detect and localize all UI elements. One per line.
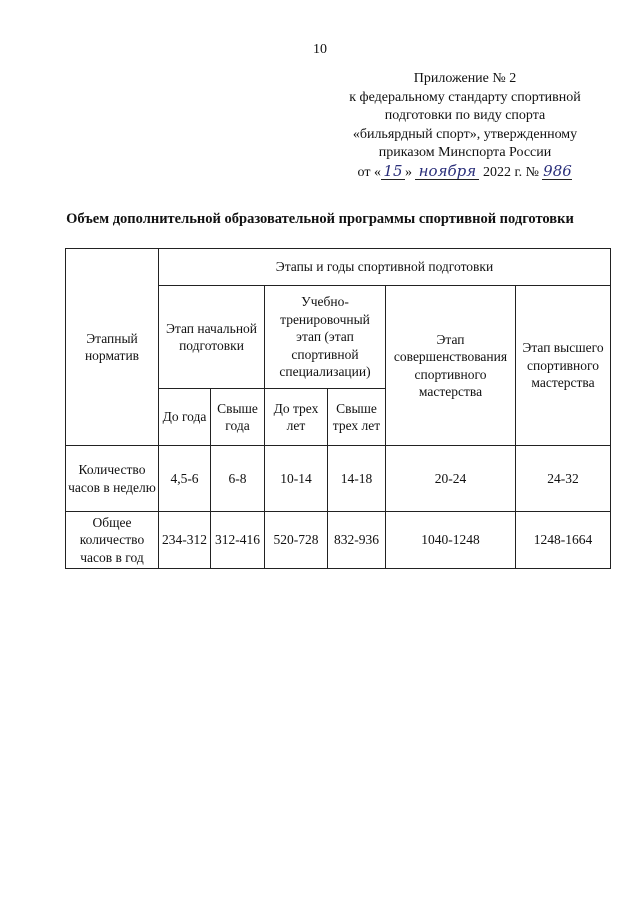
header-stage-training: Учебно-тренировочный этап (этап спортивной специализации) — [265, 286, 386, 389]
table-cell: 10-14 — [265, 446, 328, 512]
date-year: 2022 г. № — [482, 164, 539, 180]
table-cell: 6-8 — [211, 446, 265, 512]
row-label: Общее количество часов в год — [66, 512, 159, 569]
table-row-yearly-hours — [66, 512, 611, 569]
header-normative: Этапный норматив — [66, 249, 159, 446]
date-mid: » — [404, 164, 412, 180]
table-cell: 4,5-6 — [159, 446, 211, 512]
header-stage-higher: Этап высшего спортивного мастерства — [516, 286, 611, 446]
appendix-line-2: к федеральному стандарту спортивной — [349, 89, 581, 105]
appendix-line-5: приказом Минспорта России — [378, 145, 552, 160]
appendix-line-4: «бильярдный спорт», утвержденному — [352, 126, 578, 142]
date-month-handwritten: ноября — [415, 163, 479, 180]
subheader-initial-1: До года — [159, 389, 211, 446]
appendix-block — [330, 70, 600, 182]
appendix-line-3: подготовки по виду спорта — [384, 108, 546, 123]
document-title: Объем дополнительной образовательной программы спортивной подготовки — [66, 211, 574, 227]
header-stage-improvement: Этап совершенствования спортивного мастерства — [386, 286, 516, 446]
program-volume-table — [65, 248, 611, 569]
order-number-handwritten: 986 — [543, 161, 572, 180]
date-day-handwritten: 15 — [381, 163, 405, 180]
table-cell: 1248-1664 — [516, 512, 611, 569]
appendix-line-1: Приложение № 2 — [413, 71, 517, 86]
date-prefix: от « — [357, 164, 381, 180]
table-cell: 520-728 — [265, 512, 328, 569]
table-row-weekly-hours — [66, 446, 611, 512]
table-cell: 832-936 — [328, 512, 386, 569]
table-cell: 234-312 — [159, 512, 211, 569]
table-cell: 1040-1248 — [386, 512, 516, 569]
row-label: Количество часов в неделю — [66, 446, 159, 512]
table-cell: 24-32 — [516, 446, 611, 512]
subheader-training-1: До трех лет — [265, 389, 328, 446]
page-number: 10 — [313, 42, 327, 57]
table-cell: 20-24 — [386, 446, 516, 512]
table-cell: 312-416 — [211, 512, 265, 569]
header-stages-group: Этапы и годы спортивной подготовки — [159, 249, 611, 286]
table-cell: 14-18 — [328, 446, 386, 512]
header-stage-initial: Этап начальной подготовки — [159, 286, 265, 389]
subheader-initial-2: Свыше года — [211, 389, 265, 446]
appendix-date-line — [330, 163, 600, 183]
subheader-training-2: Свыше трех лет — [328, 389, 386, 446]
